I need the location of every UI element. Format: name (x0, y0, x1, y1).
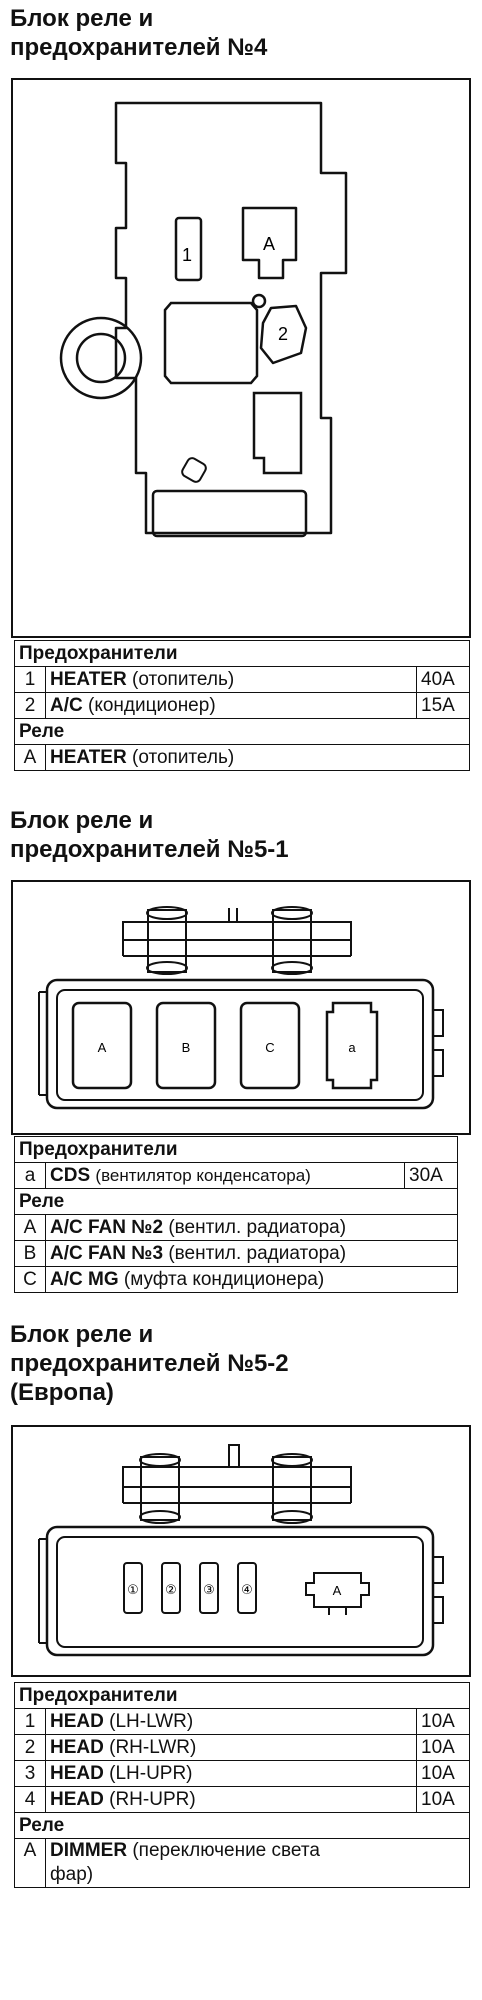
fuse-desc: (LH-LWR) (109, 1711, 194, 1732)
fuse-description (46, 693, 417, 719)
fuse-number: 1 (15, 1709, 46, 1735)
fuse-number: 4 (15, 1787, 46, 1813)
table-header-row (15, 641, 470, 667)
table-header-row (15, 1813, 470, 1839)
fuse-amperage: 10A (417, 1709, 470, 1735)
fuse-table-block-5-2 (14, 1682, 470, 1888)
relay-number: A (15, 1839, 46, 1888)
relay-a-label: A (97, 1040, 107, 1055)
table-row (15, 667, 470, 693)
table-header-row (15, 1137, 458, 1163)
fuse-name: HEAD (50, 1711, 104, 1732)
fuse-desc: (вентилятор конденсатора) (95, 1166, 311, 1185)
fuse-table-block-5-1 (14, 1136, 458, 1293)
relays-header: Реле (15, 719, 470, 745)
fuse-desc: (отопитель) (132, 669, 235, 690)
relay-number: C (15, 1267, 46, 1293)
relay-a-label: A (332, 1583, 342, 1598)
title-line: Блок реле и (10, 1321, 154, 1348)
fuse-name: CDS (50, 1165, 91, 1186)
section-title-block-4 (10, 4, 267, 62)
relay-description (46, 1839, 470, 1888)
fuse-description (46, 1163, 405, 1189)
table-row (15, 693, 470, 719)
table-row (15, 1735, 470, 1761)
fuse-amperage: 10A (417, 1735, 470, 1761)
table-row (15, 1163, 458, 1189)
title-line: предохранителей №4 (10, 34, 268, 61)
relay-name: A/C FAN №3 (50, 1243, 164, 1264)
section-title-block-5-1 (10, 806, 289, 864)
relay-desc: (вентил. радиатора) (168, 1243, 347, 1264)
fuse-number: 2 (15, 693, 46, 719)
relay-desc: (муфта кондиционера) (123, 1269, 325, 1290)
diagram-block-5-1 (11, 880, 471, 1135)
relay-desc: (отопитель) (132, 747, 235, 768)
fuses-header: Предохранители (15, 1137, 458, 1163)
diagram-block-4 (11, 78, 471, 638)
table-header-row (15, 1683, 470, 1709)
fuse-table-block-4 (14, 640, 470, 771)
fuse-1-label: ① (127, 1583, 139, 1598)
relay-description (46, 745, 470, 771)
table-row (15, 1215, 458, 1241)
fuse-number: a (15, 1163, 46, 1189)
relay-a-label: A (262, 234, 276, 254)
fuse-name: HEAD (50, 1737, 104, 1758)
fuse-name: HEAD (50, 1763, 104, 1784)
relay-b-label: B (181, 1040, 191, 1055)
fuse-1-label: 1 (181, 245, 193, 265)
fuse-number: 1 (15, 667, 46, 693)
relay-number: B (15, 1241, 46, 1267)
relay-description (46, 1241, 458, 1267)
diagram-block-5-2 (11, 1425, 471, 1677)
title-line: предохранителей №5-1 (10, 836, 289, 863)
relay-c-label: C (265, 1040, 275, 1055)
fuse-2-label: ② (165, 1583, 177, 1598)
fuse-desc: (кондиционер) (88, 695, 216, 716)
fuse-name: HEATER (50, 669, 127, 690)
fuse-description (46, 1735, 417, 1761)
title-line: Блок реле и (10, 807, 154, 834)
fuses-header: Предохранители (15, 1683, 470, 1709)
relay-name: A/C FAN №2 (50, 1217, 164, 1238)
relays-header: Реле (15, 1189, 458, 1215)
fuse-description (46, 667, 417, 693)
fuse-3-label: ③ (203, 1583, 215, 1598)
relay-desc: (переключение света (132, 1840, 320, 1861)
table-header-row (15, 719, 470, 745)
relay-desc-line2: фар) (50, 1864, 94, 1885)
fuse-number: 2 (15, 1735, 46, 1761)
fuse-amperage: 40A (417, 667, 470, 693)
relay-name: DIMMER (50, 1840, 128, 1861)
fuse-amperage: 10A (417, 1761, 470, 1787)
fuse-description (46, 1787, 417, 1813)
fuse-description (46, 1709, 417, 1735)
table-row (15, 1267, 458, 1293)
relay-number: A (15, 1215, 46, 1241)
fuse-amperage: 30A (405, 1163, 458, 1189)
table-row (15, 1761, 470, 1787)
fuse-number: 3 (15, 1761, 46, 1787)
relay-description (46, 1215, 458, 1241)
table-row (15, 1839, 470, 1888)
relay-description (46, 1267, 458, 1293)
fuse-desc: (RH-LWR) (109, 1737, 197, 1758)
fuse-description (46, 1761, 417, 1787)
relay-name: HEATER (50, 747, 127, 768)
fuses-header: Предохранители (15, 641, 470, 667)
fuse-amperage: 15A (417, 693, 470, 719)
table-row (15, 1241, 458, 1267)
title-line: (Европа) (10, 1379, 114, 1406)
fuse-name: A/C (50, 695, 83, 716)
fuse-name: HEAD (50, 1789, 104, 1810)
relay-name: A/C MG (50, 1269, 119, 1290)
fuse-2-label: 2 (277, 324, 289, 344)
table-row (15, 1787, 470, 1813)
section-title-block-5-2 (10, 1320, 289, 1407)
fuse-a-label: a (348, 1040, 356, 1055)
title-line: предохранителей №5-2 (10, 1350, 289, 1377)
fuse-desc: (LH-UPR) (109, 1763, 193, 1784)
table-row (15, 745, 470, 771)
table-row (15, 1709, 470, 1735)
fuse-amperage: 10A (417, 1787, 470, 1813)
table-header-row (15, 1189, 458, 1215)
relay-number: A (15, 745, 46, 771)
relay-desc: (вентил. радиатора) (168, 1217, 347, 1238)
fuse-4-label: ④ (241, 1583, 253, 1598)
title-line: Блок реле и (10, 5, 154, 32)
relays-header: Реле (15, 1813, 470, 1839)
fuse-desc: (RH-UPR) (109, 1789, 196, 1810)
